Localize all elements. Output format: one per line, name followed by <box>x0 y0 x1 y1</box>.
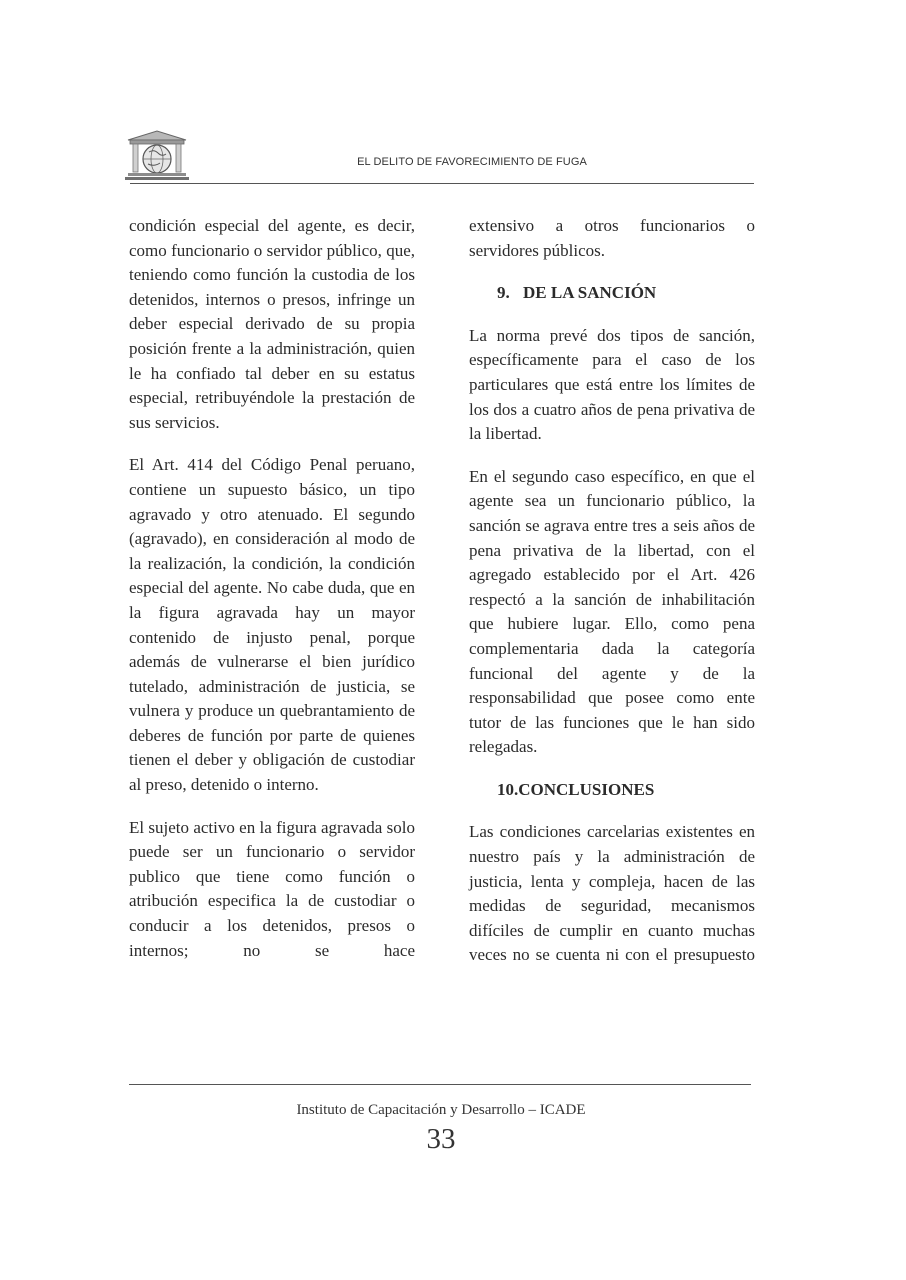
page-number: 33 <box>426 1123 456 1155</box>
section-heading-conclusiones <box>469 778 755 803</box>
body-paragraph: Las condiciones carcelarias existentes en nuestro país y la administración de justicia, lenta y compleja, hacen de las medidas de seguridad, mecanismos difíciles de cumplir en cuanto muchas veces no se cuenta ni con el presupuesto <box>469 822 755 965</box>
footer-divider <box>129 1084 751 1085</box>
running-title: EL DELITO DE FAVORECIMIENTO DE FUGA <box>357 156 587 168</box>
section-number: 9. <box>497 283 510 303</box>
temple-globe-logo-icon <box>124 130 190 182</box>
body-paragraph: En el segundo caso específico, en que el agente sea un funcionario público, la sanción se agrava entre tres a seis años de pena privativa de la libertad, con el agregado establecido por el Art. 426 respectó a la sanción de inhabilitación que hubiere lugar. Ello, como pena complementaria dada la categoría funcional del agente y de la responsabilidad que posee como ente tutor de las funciones que le han sido relegadas. <box>469 466 755 757</box>
section-title: DE LA SANCIÓN <box>523 283 657 303</box>
body-paragraph: El Art. 414 del Código Penal peruano, contiene un supuesto básico, un tipo agravado y otro atenuado. El segundo (agravado), en consideración al modo de la realización, la condición, la condición especial del agente. No cabe duda, que en la figura agravada hay un mayor contenido de injusto penal, porque además de vulnerarse el bien jurídico tutelado, administración de justicia, se vulnera y produce un quebrantamiento de deberes de función por parte de quienes tienen el deber y obligación de custodiar al preso, detenido o interno. <box>129 455 415 795</box>
body-paragraph: El sujeto activo en la figura agravada solo puede ser un funcionario o servidor publico que tiene como función o atribución especifica la de custodiar o conducir a los detenidos, presos o internos; no se hace <box>129 817 415 960</box>
section-title: CONCLUSIONES <box>518 779 655 799</box>
section-heading-sancion <box>469 281 755 306</box>
body-paragraph: condición especial del agente, es decir, como funcionario o servidor público, que, teniendo como función la custodia de los detenidos, internos o presos, infringe un deber especial derivado de su propia posición frente a la administración, quien le ha confiado tal deber en su estatus especial, retribuyéndole la prestación de sus servicios. <box>129 216 415 432</box>
body-paragraph: La norma prevé dos tipos de sanción, específicamente para el caso de los particulares que está entre los límites de los dos a cuatro años de pena privativa de la libertad. <box>469 325 755 444</box>
right-column <box>469 214 755 968</box>
section-number: 10. <box>497 779 519 799</box>
header-divider <box>130 183 754 184</box>
footer-institution: Instituto de Capacitación y Desarrollo – ICADE <box>296 1102 586 1118</box>
left-column <box>129 214 415 963</box>
body-paragraph: extensivo a otros funcionarios o servidores públicos. <box>469 216 755 260</box>
